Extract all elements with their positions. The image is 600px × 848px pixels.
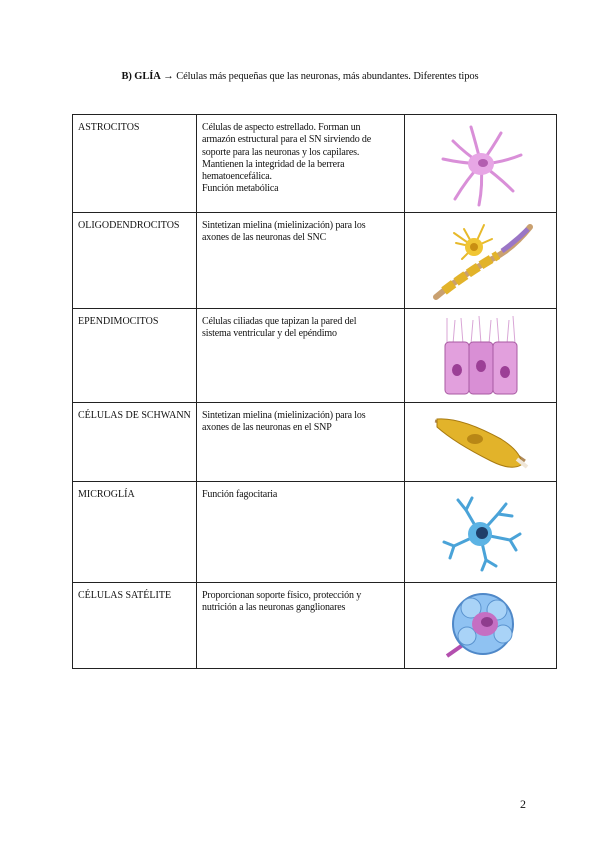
description-line: Función metabólica: [202, 183, 279, 195]
cell-type-description: [197, 403, 405, 482]
cell-type-description: [197, 482, 405, 583]
description-line: Mantienen la integridad de la berrera: [202, 158, 345, 170]
description-line: hematoencefálica.: [202, 171, 272, 183]
schwann-image: [405, 403, 557, 482]
description-line: Células de aspecto estrellado. Forman un: [202, 122, 361, 133]
table-row: [73, 115, 557, 213]
cell-type-description: [197, 115, 405, 213]
cell-type-name: MICROGLÍA: [73, 482, 197, 583]
description-line: Sintetizan mielina (mielinización) para los: [202, 220, 366, 231]
oligodendrocyte-image: [405, 213, 557, 309]
description-line: Sintetizan mielina (mielinización) para los: [202, 410, 366, 421]
cell-type-description: [197, 583, 405, 669]
cell-type-name: ASTROCITOS: [73, 115, 197, 213]
satellite-cells-illustration: [441, 586, 521, 666]
astrocyte-illustration: [431, 119, 531, 209]
description-line: nutrición a las neuronas ganglionares: [202, 602, 346, 614]
ependymal-image: [405, 309, 557, 403]
oligodendrocyte-illustration: [426, 217, 536, 305]
description-line: sistema ventricular y del epéndimo: [202, 328, 337, 340]
cell-type-name: EPENDIMOCITOS: [73, 309, 197, 403]
ependymal-cells-illustration: [441, 314, 521, 398]
table-row: [73, 309, 557, 403]
microglia-illustration: [436, 490, 526, 574]
table-row: [73, 482, 557, 583]
description-line: axones de las neuronas en el SNP: [202, 422, 332, 434]
cell-type-name: CÉLULAS DE SCHWANN: [73, 403, 197, 482]
page-number: 2: [520, 797, 526, 811]
schwann-cell-illustration: [431, 409, 531, 475]
cell-type-name: CÉLULAS SATÉLITE: [73, 583, 197, 669]
section-description: Células más pequeñas que las neuronas, más abundantes. Diferentes tipos: [176, 71, 479, 82]
description-line: axones de las neuronas del SNC: [202, 232, 327, 244]
arrow-glyph: →: [163, 71, 174, 82]
description-line: armazón estructural para el SN sirviendo de: [202, 134, 372, 146]
astrocyte-image: [405, 115, 557, 213]
table-row: [73, 583, 557, 669]
section-label: B) GLÍA: [121, 71, 161, 82]
cell-type-description: [197, 213, 405, 309]
table-row: [73, 403, 557, 482]
description-line: soporte para las neuronas y los capilares.: [202, 146, 360, 158]
glia-table: [72, 114, 557, 669]
table-row: [73, 213, 557, 309]
microglia-image: [405, 482, 557, 583]
cell-type-description: [197, 309, 405, 403]
description-line: Células ciliadas que tapizan la pared del: [202, 316, 357, 327]
satellite-image: [405, 583, 557, 669]
description-line: Proporcionan soporte físico, protección y: [202, 590, 362, 601]
cell-type-name: OLIGODENDROCITOS: [73, 213, 197, 309]
description-line: Función fagocitaria: [202, 489, 278, 500]
section-heading: [0, 71, 600, 82]
